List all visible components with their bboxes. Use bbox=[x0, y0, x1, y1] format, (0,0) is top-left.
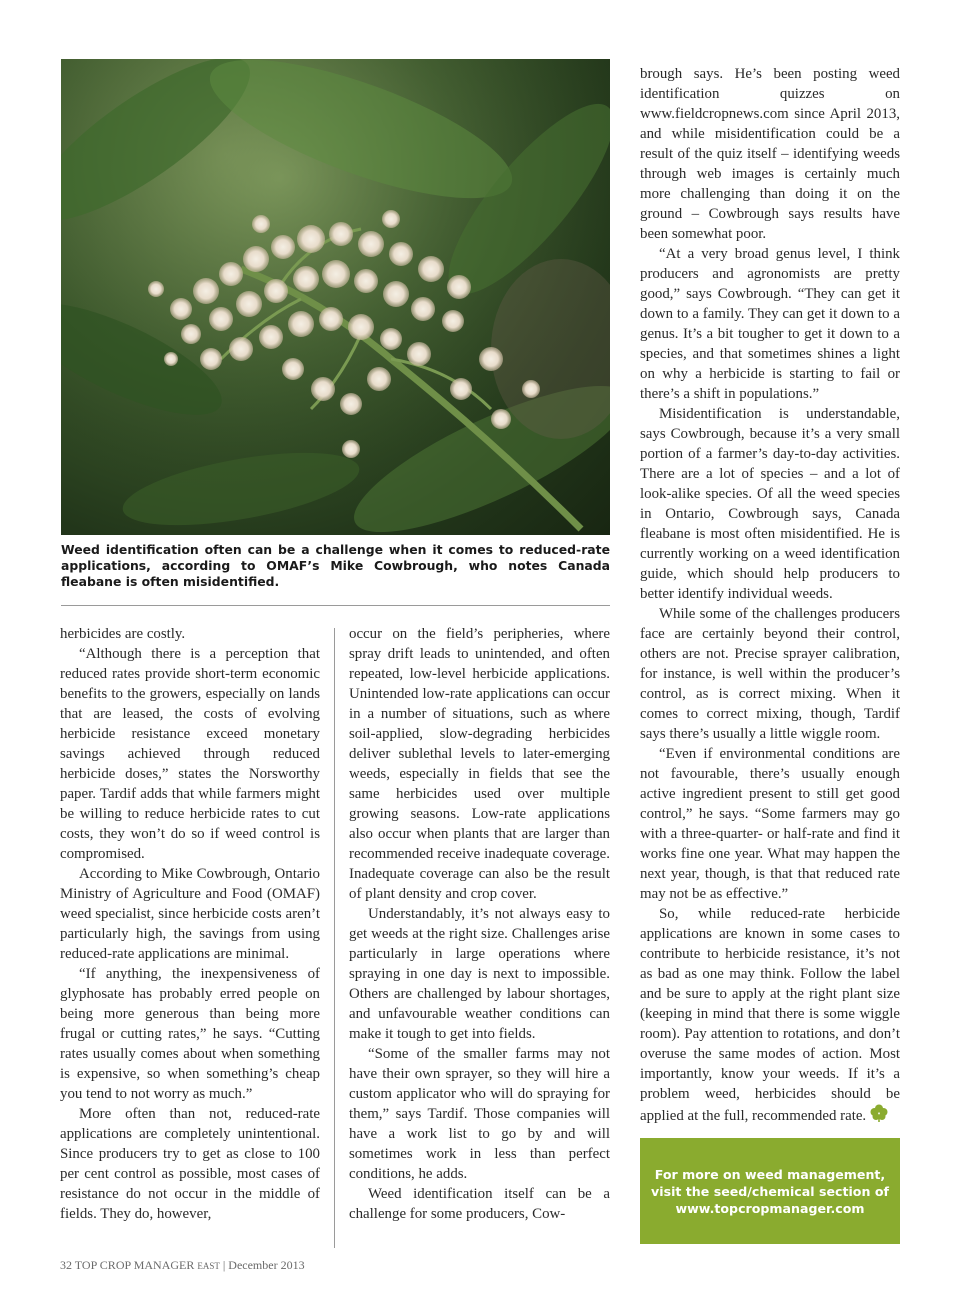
paragraph bbox=[640, 904, 900, 1126]
article-column-1 bbox=[60, 624, 320, 1224]
paragraph: More often than not, reduced-rate applications are completely unintentional. Since producers try to get as close to 100 per cent control as possible, most cases of resistance do not occur in the middle of fields. They do, however, bbox=[60, 1106, 320, 1222]
promo-line-1: For more on weed management, bbox=[654, 1166, 886, 1182]
paragraph: occur on the field’s peripheries, where spray drift leads to unintended, and often repeated, low-level herbicide applications. Unintended low-rate applications can occur in a number of situations, such as where soil-applied, slow-degrading herbicides deliver sublethal levels to later-emerging weeds, especially in fields that see the same herbicides used over multiple growing seasons. Low-rate applications also occur when plants that are larger than recommended receive inadequate coverage. Inadequate coverage can also be the result of plant density and crop cover. bbox=[349, 626, 610, 902]
promo-box bbox=[640, 1138, 900, 1244]
caption-divider bbox=[61, 605, 610, 606]
article-column-2 bbox=[349, 624, 610, 1224]
paragraph: Weed identification itself can be a challenge for some producers, Cow- bbox=[349, 1186, 610, 1222]
fleabane-photo-illustration bbox=[61, 59, 610, 535]
promo-url[interactable]: www.topcropmanager.com bbox=[675, 1200, 865, 1216]
page-footer bbox=[60, 1258, 305, 1273]
promo-line-2: visit the seed/chemical section of bbox=[651, 1183, 889, 1199]
column-divider bbox=[334, 628, 335, 1248]
footer-separator: | bbox=[222, 1258, 226, 1272]
paragraph: According to Mike Cowbrough, Ontario Ministry of Agriculture and Food (OMAF) weed specialist, since herbicide costs aren’t particularly high, the savings from using reduced-rate applications are minimal. bbox=[60, 866, 320, 962]
paragraph: brough says. He’s been posting weed identification quizzes on www.fieldcropnews.com since April 2013, and while misidentification could be a result of the quiz itself – identifying weeds through web images is certainly much more challenging than doing it on the ground – Cowbrough says results have been somewhat poor. bbox=[640, 66, 900, 242]
article-column-3 bbox=[640, 64, 900, 1126]
paragraph: “If anything, the inexpensiveness of glyphosate has probably erred people on being more generous than being more frugal or cutting rates,” he says. “Cutting rates usually comes about when something is expensive, so when something’s cheap you tend to not worry as much.” bbox=[60, 966, 320, 1102]
photo-caption: Weed identification often can be a challenge when it comes to reduced-rate applications, according to OMAF’s Mike Cowbrough, who notes Canada fleabane is often misidentified. bbox=[61, 542, 610, 589]
paragraph: While some of the challenges producers face are certainly beyond their control, others are not. Precise sprayer calibration, for instance, is well within the producer’s control, as is correct mixing. When it comes to correct mixing, though, Tardif says there’s usually a little wiggle room. bbox=[640, 606, 900, 742]
closing-paragraph-text: So, while reduced-rate herbicide applications are known in some cases to contribute to herbicide resistance, it’s not as bad as one may think. Follow the label and be sure to apply at the right plant size (keeping in mind that there is some wiggle room). Pay attention to rotations, and don’t overuse the same modes of action. Most importantly, know your weeds. If it’s a problem weed, herbicides should be applied at the full, recommended rate. bbox=[640, 906, 900, 1124]
paragraph: Understandably, it’s not always easy to get weeds at the right size. Challenges arise particularly in large operations where spraying in one day is next to impossible. Others are challenged by labour shortages, and unfavourable weather conditions can make it tough to get into fields. bbox=[349, 906, 610, 1042]
issue-date: December 2013 bbox=[228, 1258, 305, 1272]
paragraph: Misidentification is understandable, says Cowbrough, because it’s a very small portion of a farmer’s day-to-day activities. There are a lot of species – and a lot of look-alike species. Of all the weed species in Ontario, Cowbrough says, Canada fleabane is most often misidentified. He is currently working on a weed identification guide, which should help producers to better identify individual weeds. bbox=[640, 406, 900, 602]
magazine-name: TOP CROP MANAGER bbox=[74, 1258, 195, 1272]
promo-text bbox=[651, 1166, 889, 1217]
leaf-icon bbox=[870, 1104, 888, 1122]
edition-label: EAST bbox=[197, 1261, 220, 1271]
paragraph: “Some of the smaller farms may not have their own sprayer, so they will hire a custom applicator who will do spraying for them,” says Tardif. Those companies will have a work list to go by and will sometimes work in less than perfect conditions, he adds. bbox=[349, 1046, 610, 1182]
article-photo bbox=[61, 59, 610, 535]
paragraph: “At a very broad genus level, I think producers and agronomists are pretty good,” says Cowbrough. “They can get it down to a family. They can get it down to a genus. It’s a bit tougher to get it down to a species, and that sometimes shines a light on why a herbicide is starting to fail or there’s a shift in populations.” bbox=[640, 246, 900, 402]
page-number: 32 bbox=[60, 1258, 72, 1272]
paragraph: “Although there is a perception that reduced rates provide short-term economic benefits to the growers, especially on lands that are leased, the costs of evolving herbicide resistance exceed monetary savings achieved through reduced herbicide doses,” states the Norsworthy paper. Tardif adds that while farmers might be willing to reduce herbicide rates to cut costs, they won’t do so if weed control is compromised. bbox=[60, 646, 320, 862]
paragraph: herbicides are costly. bbox=[60, 626, 186, 642]
paragraph: “Even if environmental conditions are not favourable, there’s usually enough active ingredient present to still get good control,” he says. “Some farmers may go with a three-quarter- or half-rate and find it works fine one year. What may happen the next year, though, is that that reduced rate may not be as effective.” bbox=[640, 746, 900, 902]
